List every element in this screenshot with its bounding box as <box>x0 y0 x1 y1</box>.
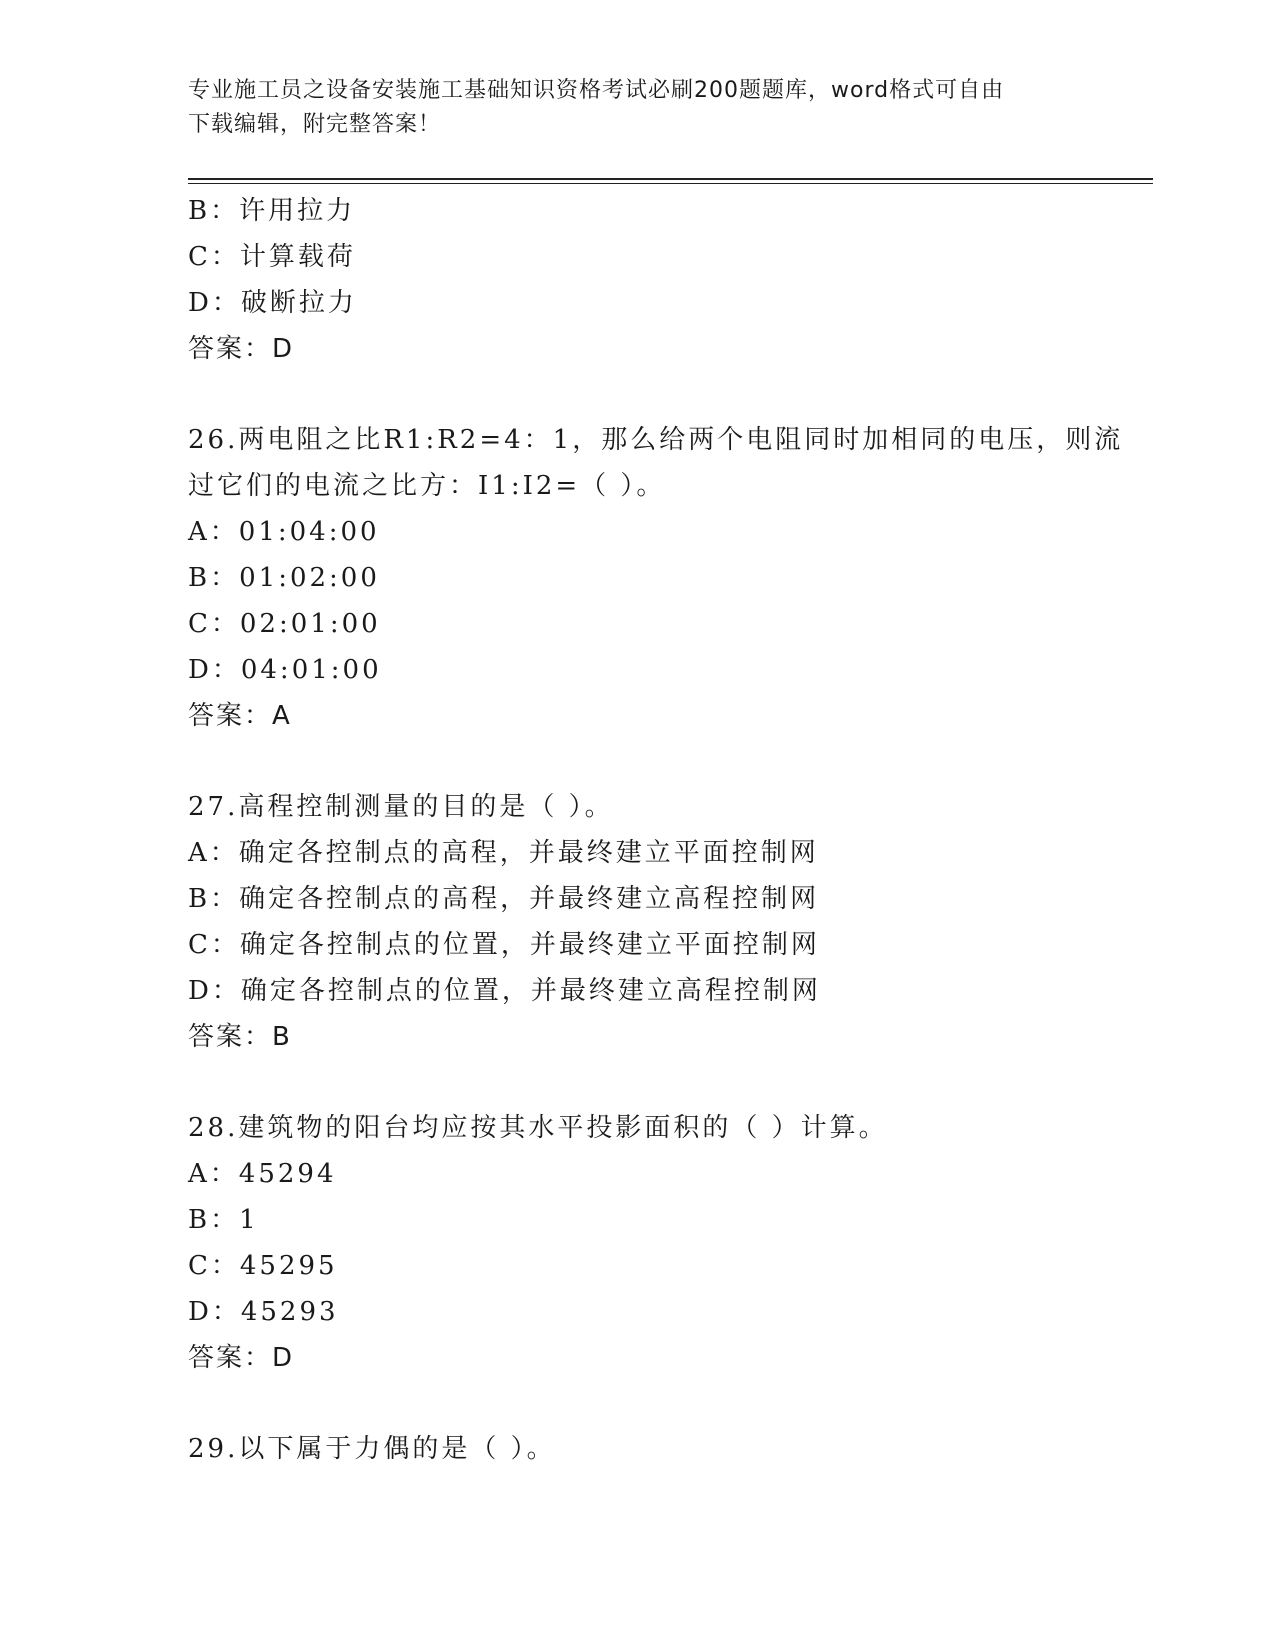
header-line-2: 下载编辑，附完整答案！ <box>188 112 442 137</box>
header-rule-thin <box>188 183 1153 184</box>
spacer <box>188 739 1088 784</box>
q26-text-line-1: 26.两电阻之比R1:R2=4：1，那么给两个电阻同时加相同的电压，则流 <box>188 425 1124 455</box>
q26-option-d: D：04:01:00 <box>188 655 382 685</box>
document-header <box>188 74 1088 142</box>
q26-text-line-2: 过它们的电流之比方：I1:I2=（ ）。 <box>188 471 666 501</box>
q28-option-d: D：45293 <box>188 1297 339 1327</box>
spacer <box>188 1060 1088 1105</box>
q28-text: 28.建筑物的阳台均应按其水平投影面积的（ ）计算。 <box>188 1113 888 1143</box>
q25-option-c: C：计算载荷 <box>188 242 356 272</box>
q26-option-b: B：01:02:00 <box>188 563 380 593</box>
header-rule-thick <box>188 178 1153 180</box>
q28-option-b: B：1 <box>188 1205 259 1235</box>
q26-answer: 答案：A <box>188 701 292 731</box>
question-28 <box>188 1105 1088 1381</box>
q28-option-c: C：45295 <box>188 1251 338 1281</box>
spacer <box>188 1381 1088 1426</box>
q27-option-a: A：确定各控制点的高程，并最终建立平面控制网 <box>188 838 819 868</box>
q28-answer: 答案：D <box>188 1343 295 1373</box>
question-29 <box>188 1426 1088 1472</box>
q25-answer: 答案：D <box>188 334 295 364</box>
q26-option-a: A：01:04:00 <box>188 517 380 547</box>
q27-option-d: D：确定各控制点的位置，并最终建立高程控制网 <box>188 976 821 1006</box>
q27-option-c: C：确定各控制点的位置，并最终建立平面控制网 <box>188 930 820 960</box>
q25-option-d: D：破断拉力 <box>188 288 357 318</box>
question-25 <box>188 188 1088 372</box>
q27-text: 27.高程控制测量的目的是（ ）。 <box>188 792 614 822</box>
document-body <box>188 188 1124 1472</box>
q27-answer: 答案：B <box>188 1022 292 1052</box>
q26-option-c: C：02:01:00 <box>188 609 381 639</box>
q28-option-a: A：45294 <box>188 1159 337 1189</box>
question-26 <box>188 417 1124 739</box>
spacer <box>188 372 1088 417</box>
question-27 <box>188 784 1088 1060</box>
q27-option-b: B：确定各控制点的高程，并最终建立高程控制网 <box>188 884 820 914</box>
header-line-1: 专业施工员之设备安装施工基础知识资格考试必刷200题题库，word格式可自由 <box>188 78 1005 103</box>
q29-text: 29.以下属于力偶的是（ ）。 <box>188 1434 556 1464</box>
q25-option-b: B：许用拉力 <box>188 196 356 226</box>
